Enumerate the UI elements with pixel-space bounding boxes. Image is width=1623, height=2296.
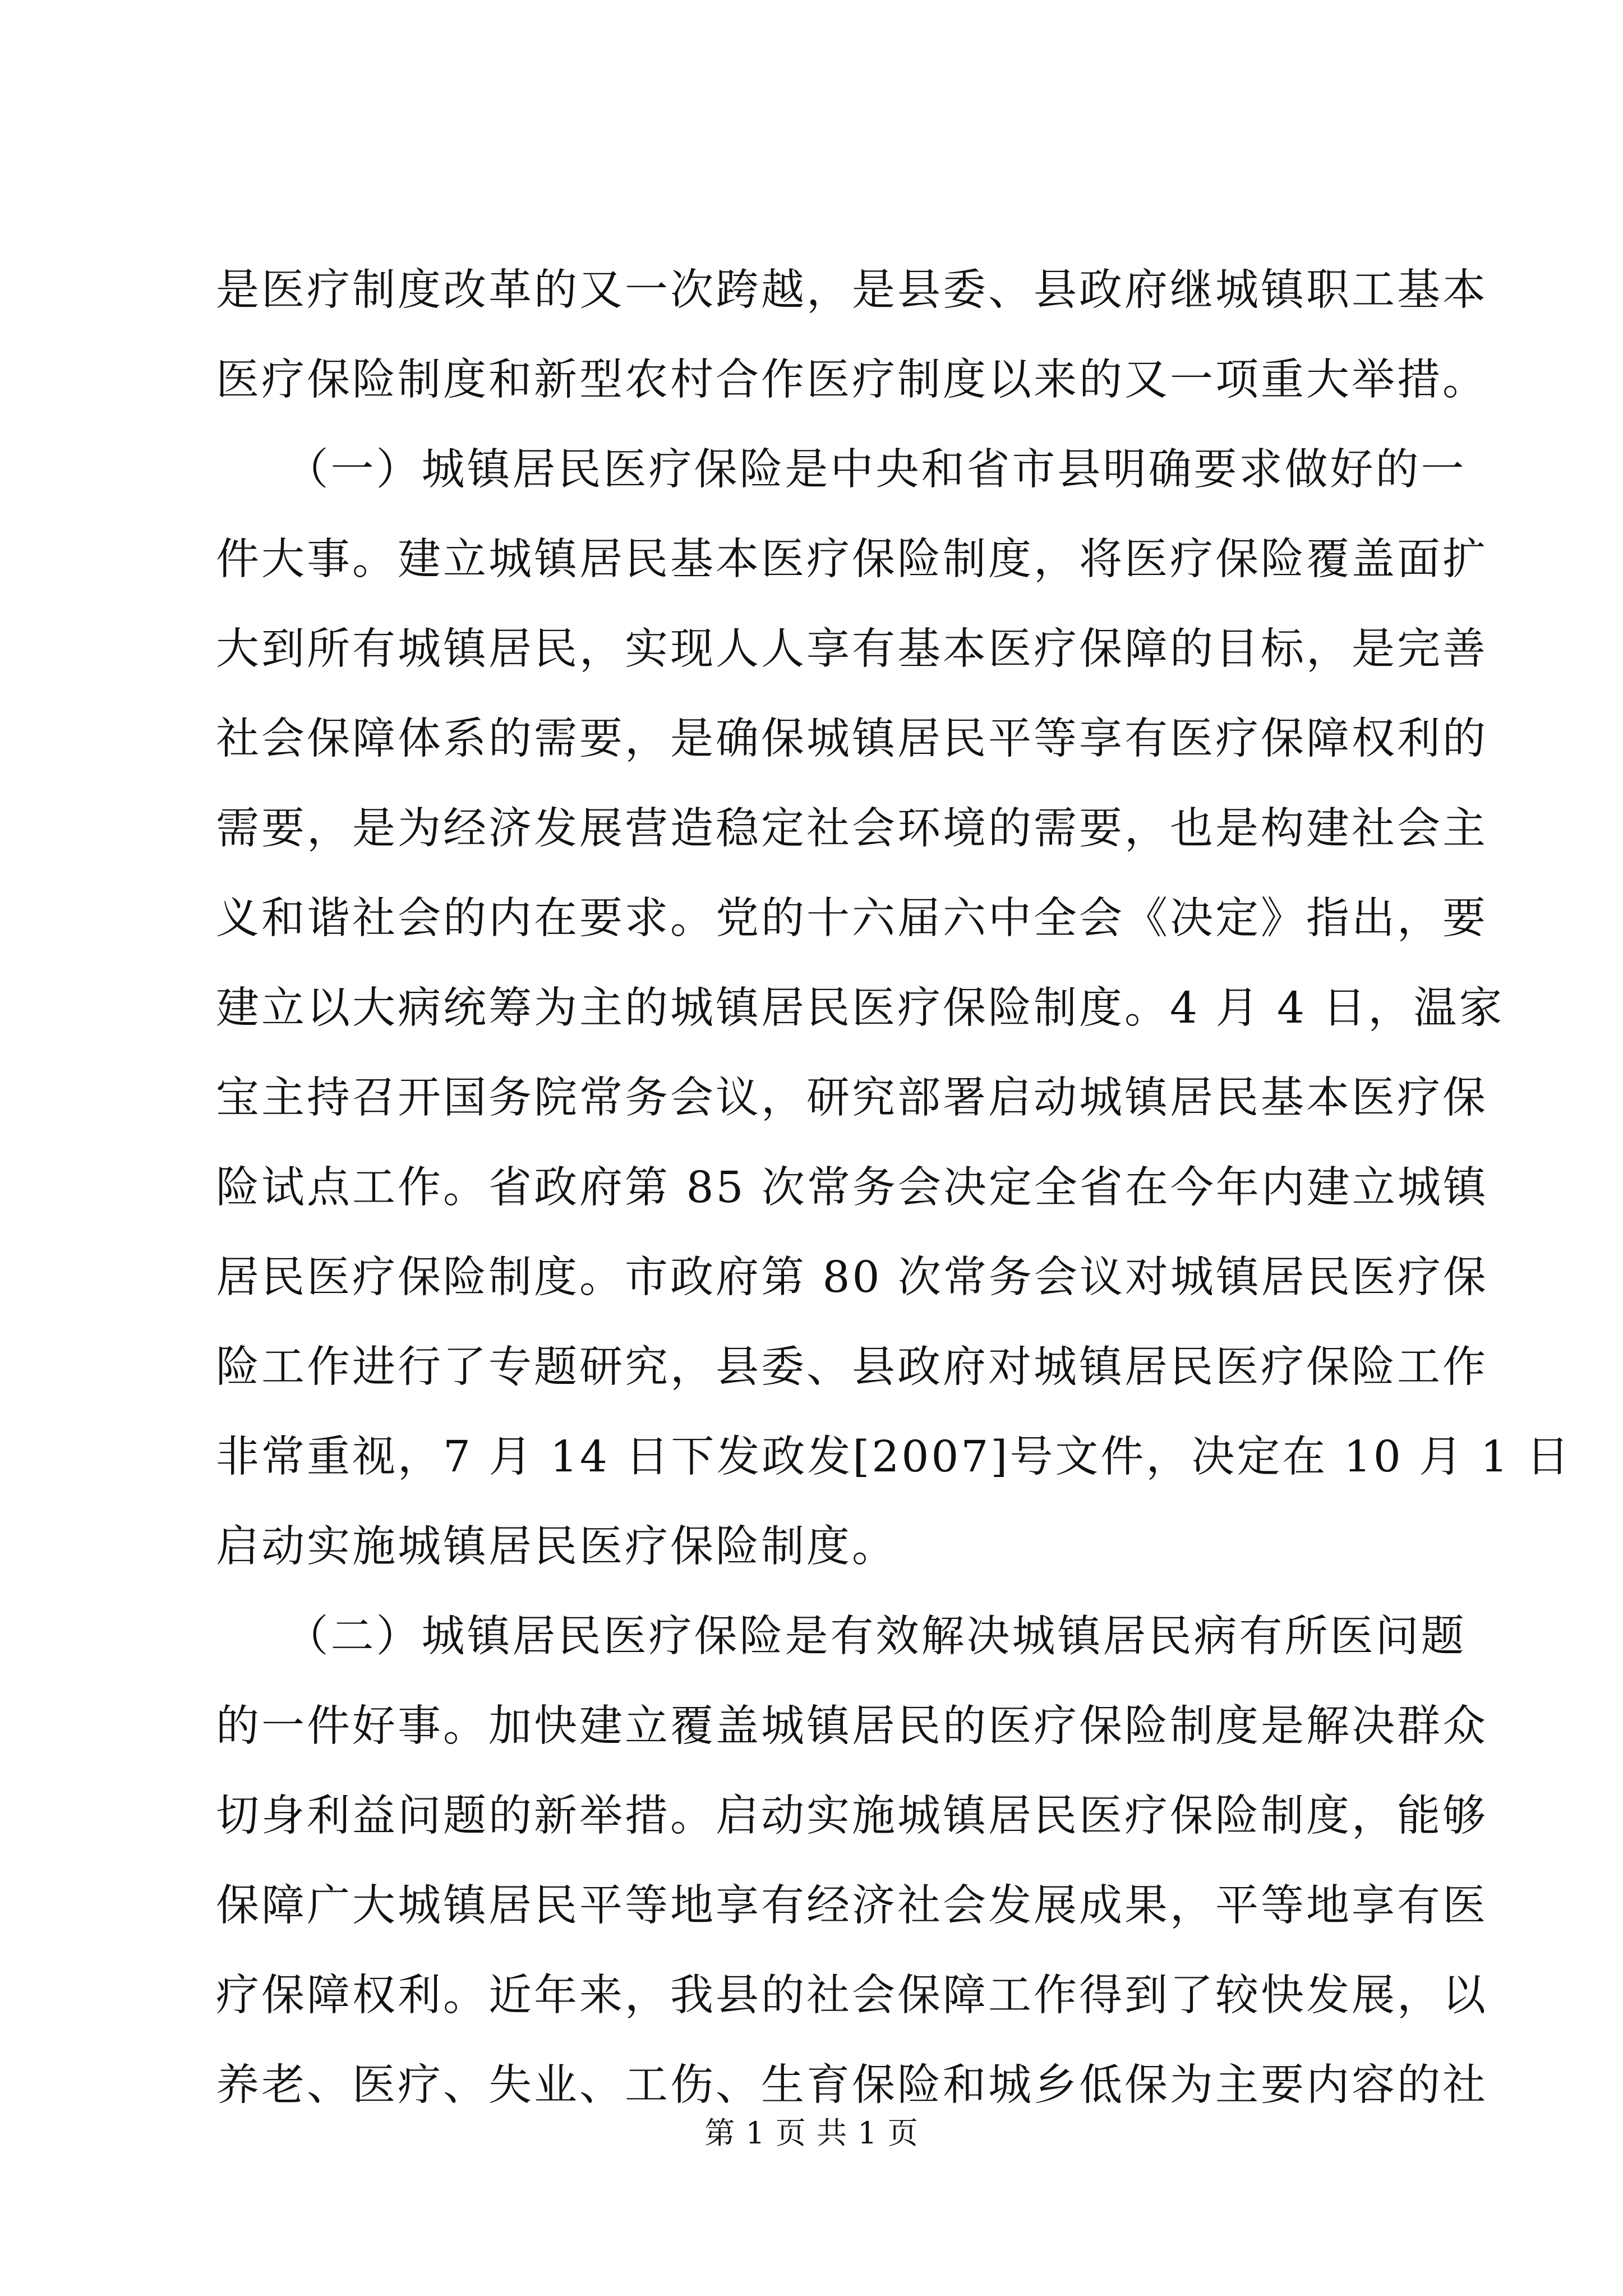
text-line: 保障广大城镇居民平等地享有经济社会发展成果，平等地享有医 bbox=[216, 1881, 1488, 1931]
text-line: （一）城镇居民医疗保险是中央和省市县明确要求做好的一 bbox=[216, 445, 1467, 495]
body-text bbox=[216, 246, 1572, 2131]
text-line: （二）城镇居民医疗保险是有效解决城镇居民病有所医问题 bbox=[216, 1612, 1467, 1662]
text-line: 启动实施城镇居民医疗保险制度。 bbox=[216, 1522, 897, 1572]
text-line: 社会保障体系的需要，是确保城镇居民平等享有医疗保障权利的 bbox=[216, 714, 1488, 764]
text-line: 件大事。建立城镇居民基本医疗保险制度，将医疗保险覆盖面扩 bbox=[216, 535, 1488, 585]
text-line: 是医疗制度改革的又一次跨越，是县委、县政府继城镇职工基本 bbox=[216, 265, 1488, 315]
text-line: 建立以大病统筹为主的城镇居民医疗保险制度。4 月 4 日，温家 bbox=[216, 983, 1505, 1033]
text-line: 大到所有城镇居民，实现人人享有基本医疗保障的目标，是完善 bbox=[216, 624, 1488, 674]
text-line: 义和谐社会的内在要求。党的十六届六中全会《决定》指出，要 bbox=[216, 894, 1488, 944]
page-number: 第 1 页 共 1 页 bbox=[704, 2115, 919, 2151]
text-line: 养老、医疗、失业、工伤、生育保险和城乡低保为主要内容的社 bbox=[216, 2060, 1488, 2110]
text-line: 需要，是为经济发展营造稳定社会环境的需要，也是构建社会主 bbox=[216, 804, 1488, 854]
text-line: 险试点工作。省政府第 85 次常务会决定全省在今年内建立城镇 bbox=[216, 1163, 1488, 1213]
text-line: 险工作进行了专题研究，县委、县政府对城镇居民医疗保险工作 bbox=[216, 1342, 1488, 1392]
text-line: 切身利益问题的新举措。启动实施城镇居民医疗保险制度，能够 bbox=[216, 1791, 1488, 1841]
text-line: 的一件好事。加快建立覆盖城镇居民的医疗保险制度是解决群众 bbox=[216, 1701, 1488, 1751]
text-line: 医疗保险制度和新型农村合作医疗制度以来的又一项重大举措。 bbox=[216, 355, 1488, 405]
page-footer bbox=[0, 2109, 1623, 2152]
text-line: 非常重视，7 月 14 日下发政发[2007]号文件，决定在 10 月 1 日 bbox=[216, 1432, 1572, 1482]
text-line: 居民医疗保险制度。市政府第 80 次常务会议对城镇居民医疗保 bbox=[216, 1253, 1488, 1303]
text-line: 宝主持召开国务院常务会议，研究部署启动城镇居民基本医疗保 bbox=[216, 1073, 1488, 1123]
text-line: 疗保障权利。近年来，我县的社会保障工作得到了较快发展，以 bbox=[216, 1971, 1488, 2021]
